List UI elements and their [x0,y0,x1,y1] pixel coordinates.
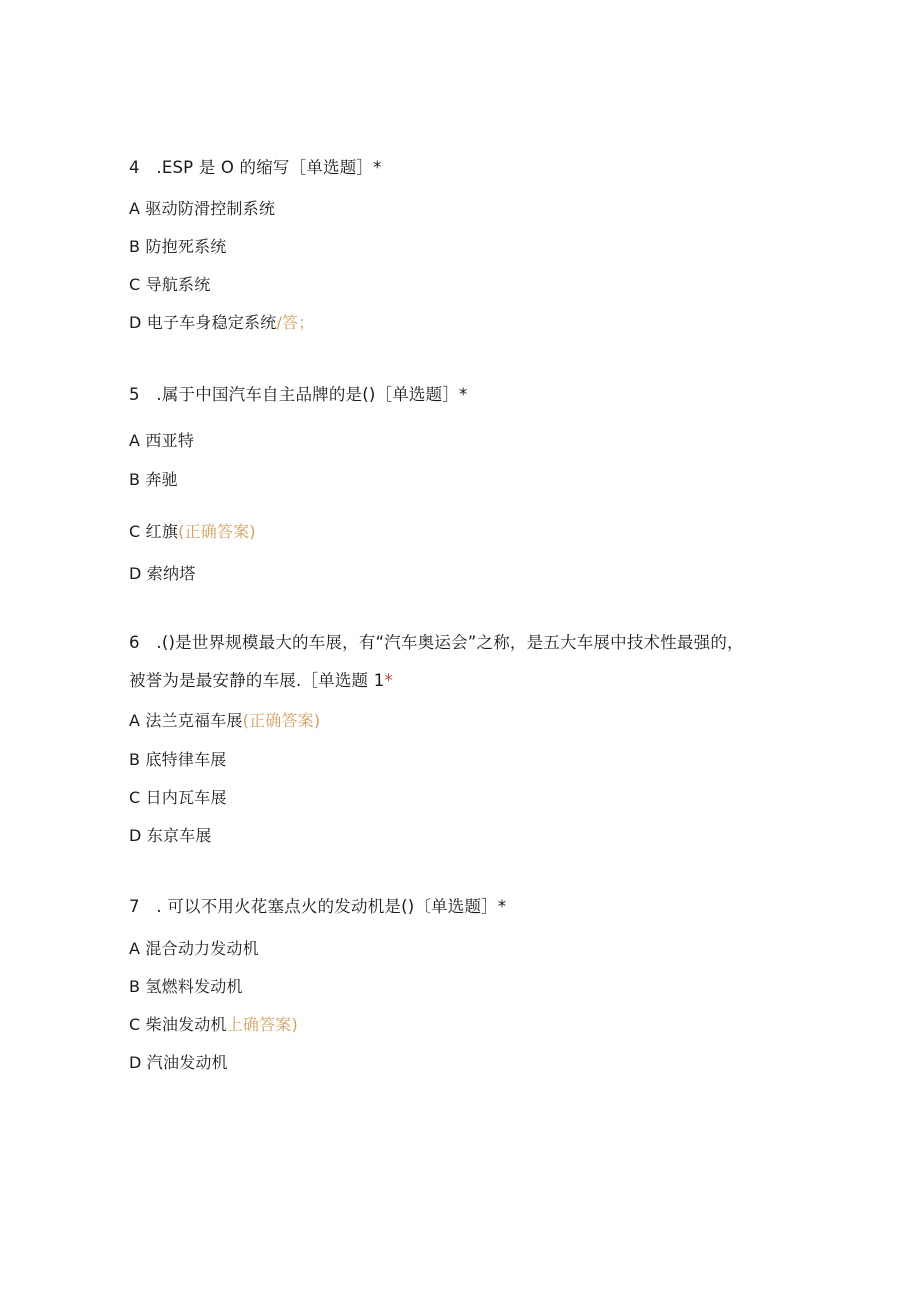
question-5-option-b[interactable]: B 奔驰 [129,470,178,489]
question-6-option-c[interactable]: C 日内瓦车展 [129,788,227,807]
question-6-title: 6 .()是世界规模最大的车展，有“汽车奥运会”之称，是五大车展中技术性最强的， [129,633,744,652]
answer-note: 上确答案) [226,1015,298,1034]
question-5-option-c[interactable]: C 红旗(正确答案) [129,522,256,541]
question-6-option-d[interactable]: D 东京车展 [129,826,212,845]
question-7-title: 7 . 可以不用火花塞点火的发动机是()〔单选题］* [129,897,507,916]
answer-note: (正确答案) [242,711,321,730]
question-7-option-c[interactable]: C 柴油发动机上确答案) [129,1015,298,1034]
question-7-option-a[interactable]: A 混合动力发动机 [129,939,259,958]
question-7-option-d[interactable]: D 汽油发动机 [129,1053,228,1072]
question-6-option-a[interactable]: A 法兰克福车展(正确答案) [129,711,321,730]
answer-note: (正确答案) [178,522,256,541]
question-5-option-a[interactable]: A 西亚特 [129,431,195,450]
required-mark: * [384,671,393,690]
answer-note: /答； [276,313,315,332]
question-6-option-b[interactable]: B 底特律车展 [129,750,227,769]
question-4-option-b[interactable]: B 防抱死系统 [129,237,227,256]
question-4-option-c[interactable]: C 导航系统 [129,275,211,294]
question-6-title-line2: 被誉为是最安静的车展.［单选题 1* [129,671,393,690]
question-5-option-d[interactable]: D 索纳塔 [129,564,196,583]
question-4-title: 4 .ESP 是 O 的缩写［单选题］* [129,158,382,177]
question-4-option-d[interactable]: D 电子车身稳定系统/答； [129,313,315,332]
question-4-option-a[interactable]: A 驱动防滑控制系统 [129,199,276,218]
question-5-title: 5 .属于中国汽车自主品牌的是()［单选题］* [129,385,468,404]
question-7-option-b[interactable]: B 氢燃料发动机 [129,977,243,996]
